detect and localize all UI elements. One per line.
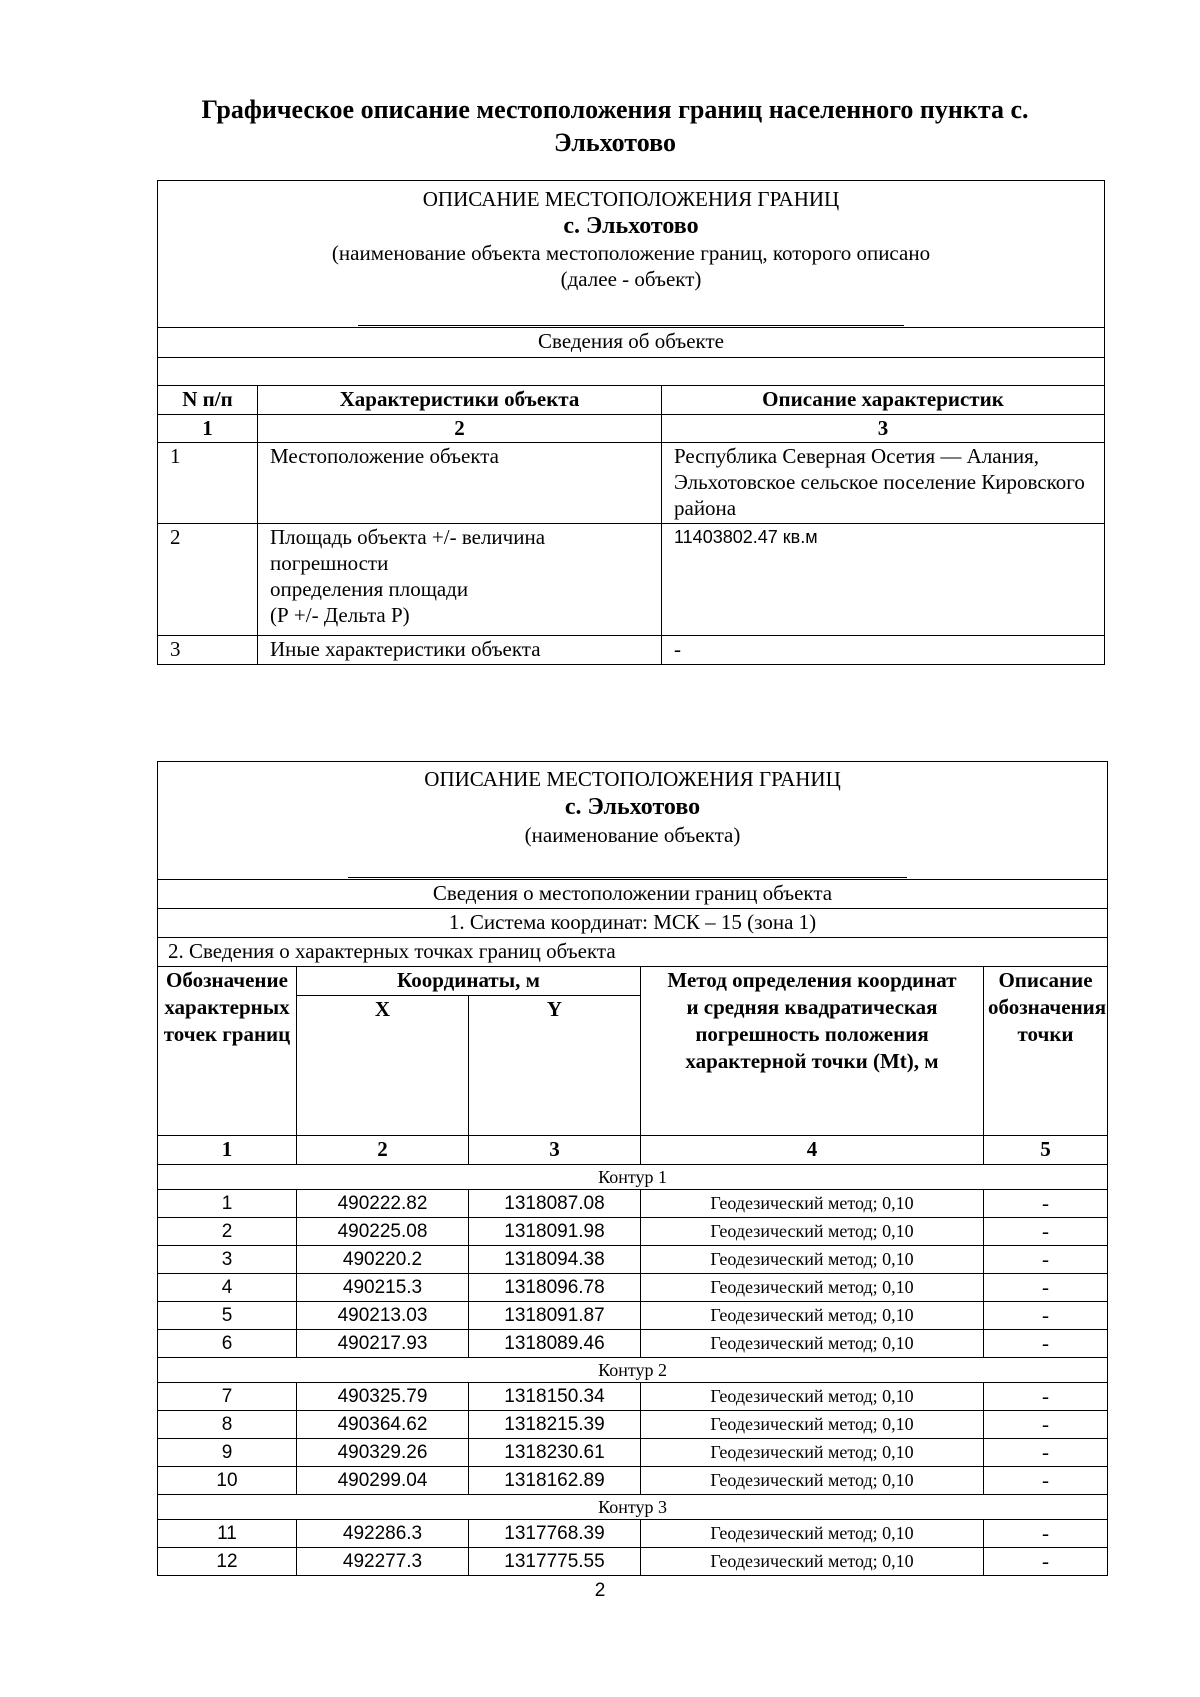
row-characteristic: Местоположение объекта bbox=[258, 443, 662, 524]
object-name: с. Эльхотово bbox=[563, 213, 699, 239]
point-description: - bbox=[984, 1218, 1108, 1246]
contour-label: Контур 2 bbox=[158, 1358, 1108, 1383]
point-y: 1318096.78 bbox=[469, 1274, 641, 1302]
contour-label: Контур 1 bbox=[158, 1165, 1108, 1190]
row-description: - bbox=[662, 636, 1105, 665]
point-description: - bbox=[984, 1274, 1108, 1302]
point-method: Геодезический метод; 0,10 bbox=[641, 1246, 984, 1274]
table-row bbox=[158, 1218, 1108, 1246]
row-characteristic-line: (Р +/- Дельта Р) bbox=[270, 603, 410, 627]
point-method: Геодезический метод; 0,10 bbox=[641, 1383, 984, 1411]
point-y: 1318230.61 bbox=[469, 1439, 641, 1467]
point-number: 12 bbox=[158, 1548, 297, 1576]
point-x: 490325.79 bbox=[297, 1383, 469, 1411]
column-number: 1 bbox=[158, 415, 258, 443]
column-header-y: Y bbox=[469, 996, 641, 1136]
object-info-heading: ОПИСАНИЕ МЕСТОПОЛОЖЕНИЯ ГРАНИЦ bbox=[422, 187, 840, 211]
contour-label: Контур 3 bbox=[158, 1495, 1108, 1520]
point-x: 492286.3 bbox=[297, 1520, 469, 1548]
point-y: 1317768.39 bbox=[469, 1520, 641, 1548]
row-number: 1 bbox=[158, 443, 258, 524]
column-number: 3 bbox=[662, 415, 1105, 443]
column-header-coordinates: Координаты, м bbox=[297, 967, 641, 996]
point-method: Геодезический метод; 0,10 bbox=[641, 1520, 984, 1548]
table-row bbox=[158, 1246, 1108, 1274]
column-header-designation: Обозначение характерных точек границ bbox=[158, 967, 297, 1136]
column-number: 4 bbox=[641, 1136, 984, 1165]
point-number: 6 bbox=[158, 1330, 297, 1358]
point-description: - bbox=[984, 1246, 1108, 1274]
column-number: 1 bbox=[158, 1136, 297, 1165]
point-x: 490329.26 bbox=[297, 1439, 469, 1467]
column-header-number: N п/п bbox=[158, 386, 258, 415]
point-number: 4 bbox=[158, 1274, 297, 1302]
boundary-points-table bbox=[157, 761, 1108, 1576]
point-method: Геодезический метод; 0,10 bbox=[641, 1190, 984, 1218]
point-x: 490299.04 bbox=[297, 1467, 469, 1495]
point-number: 10 bbox=[158, 1467, 297, 1495]
table-row bbox=[158, 1411, 1108, 1439]
point-description: - bbox=[984, 1383, 1108, 1411]
table-row bbox=[158, 1190, 1108, 1218]
point-x: 490225.08 bbox=[297, 1218, 469, 1246]
boundary-caption: (наименование объекта) bbox=[524, 823, 741, 847]
page-number: 2 bbox=[594, 1580, 606, 1601]
column-header-point-description: Описание обозначения точки bbox=[984, 967, 1108, 1136]
point-x: 490217.93 bbox=[297, 1330, 469, 1358]
point-method: Геодезический метод; 0,10 bbox=[641, 1439, 984, 1467]
point-number: 1 bbox=[158, 1190, 297, 1218]
point-description: - bbox=[984, 1330, 1108, 1358]
point-number: 11 bbox=[158, 1520, 297, 1548]
row-description: 11403802.47 кв.м bbox=[662, 524, 1105, 636]
points-section-title: 2. Сведения о характерных точках границ объекта bbox=[158, 938, 1108, 967]
point-description: - bbox=[984, 1439, 1108, 1467]
point-method: Геодезический метод; 0,10 bbox=[641, 1302, 984, 1330]
point-number: 2 bbox=[158, 1218, 297, 1246]
table-row bbox=[158, 1467, 1108, 1495]
table-row bbox=[158, 636, 1105, 665]
object-caption-line1: (наименование объекта местоположение границ, которого описано bbox=[331, 241, 931, 265]
point-x: 490220.2 bbox=[297, 1246, 469, 1274]
row-characteristic bbox=[258, 524, 662, 636]
point-y: 1318162.89 bbox=[469, 1467, 641, 1495]
point-y: 1318150.34 bbox=[469, 1383, 641, 1411]
column-number: 2 bbox=[297, 1136, 469, 1165]
point-y: 1318094.38 bbox=[469, 1246, 641, 1274]
point-x: 492277.3 bbox=[297, 1548, 469, 1576]
point-method: Геодезический метод; 0,10 bbox=[641, 1411, 984, 1439]
table-row bbox=[158, 1330, 1108, 1358]
point-x: 490213.03 bbox=[297, 1302, 469, 1330]
point-y: 1318089.46 bbox=[469, 1330, 641, 1358]
point-method: Геодезический метод; 0,10 bbox=[641, 1548, 984, 1576]
column-header-x: X bbox=[297, 996, 469, 1136]
row-characteristic-line: определения площади bbox=[270, 577, 469, 601]
column-number: 5 bbox=[984, 1136, 1108, 1165]
point-number: 8 bbox=[158, 1411, 297, 1439]
row-characteristic: Иные характеристики объекта bbox=[258, 636, 662, 665]
point-y: 1318091.87 bbox=[469, 1302, 641, 1330]
object-info-header bbox=[158, 181, 1105, 328]
boundary-header bbox=[158, 762, 1108, 880]
column-number: 2 bbox=[258, 415, 662, 443]
boundary-object-name: с. Эльхотово bbox=[564, 794, 701, 820]
signature-rule bbox=[358, 325, 904, 326]
point-description: - bbox=[984, 1548, 1108, 1576]
point-x: 490364.62 bbox=[297, 1411, 469, 1439]
boundary-heading: ОПИСАНИЕ МЕСТОПОЛОЖЕНИЯ ГРАНИЦ bbox=[424, 767, 841, 791]
object-info-section-title: Сведения об объекте bbox=[158, 328, 1105, 358]
point-method: Геодезический метод; 0,10 bbox=[641, 1330, 984, 1358]
row-description: Республика Северная Осетия — Алания, Эльхотовское сельское поселение Кировского района bbox=[662, 443, 1105, 524]
table-row bbox=[158, 1383, 1108, 1411]
point-description: - bbox=[984, 1190, 1108, 1218]
point-number: 7 bbox=[158, 1383, 297, 1411]
point-method: Геодезический метод; 0,10 bbox=[641, 1218, 984, 1246]
empty-row bbox=[158, 358, 1105, 386]
row-number: 2 bbox=[158, 524, 258, 636]
table-row bbox=[158, 1439, 1108, 1467]
object-caption-line2: (далее - объект) bbox=[560, 267, 702, 291]
point-description: - bbox=[984, 1467, 1108, 1495]
table-row bbox=[158, 443, 1105, 524]
column-header-characteristics: Характеристики объекта bbox=[258, 386, 662, 415]
point-number: 3 bbox=[158, 1246, 297, 1274]
point-number: 5 bbox=[158, 1302, 297, 1330]
column-header-description: Описание характеристик bbox=[662, 386, 1105, 415]
point-number: 9 bbox=[158, 1439, 297, 1467]
row-characteristic-line: Площадь объекта +/- величина погрешности bbox=[270, 525, 546, 575]
column-number: 3 bbox=[469, 1136, 641, 1165]
object-info-table bbox=[157, 180, 1105, 665]
point-y: 1318091.98 bbox=[469, 1218, 641, 1246]
point-description: - bbox=[984, 1302, 1108, 1330]
point-y: 1318215.39 bbox=[469, 1411, 641, 1439]
boundary-section-title: Сведения о местоположении границ объекта bbox=[158, 880, 1108, 909]
table-row bbox=[158, 524, 1105, 636]
table-row bbox=[158, 1274, 1108, 1302]
point-x: 490215.3 bbox=[297, 1274, 469, 1302]
table-row bbox=[158, 1548, 1108, 1576]
point-description: - bbox=[984, 1520, 1108, 1548]
point-y: 1318087.08 bbox=[469, 1190, 641, 1218]
point-y: 1317775.55 bbox=[469, 1548, 641, 1576]
point-method: Геодезический метод; 0,10 bbox=[641, 1467, 984, 1495]
signature-rule bbox=[348, 877, 907, 878]
point-method: Геодезический метод; 0,10 bbox=[641, 1274, 984, 1302]
table-row bbox=[158, 1302, 1108, 1330]
column-header-method: Метод определения координат и средняя квадратическая погрешность положения характерной точки (Mt), м bbox=[641, 967, 984, 1136]
coordinate-system: 1. Система координат: МСК – 15 (зона 1) bbox=[158, 909, 1108, 938]
row-number: 3 bbox=[158, 636, 258, 665]
point-x: 490222.82 bbox=[297, 1190, 469, 1218]
page-title: Графическое описание местоположения границ населенного пункта с. Эльхотово bbox=[201, 95, 1029, 157]
table-row bbox=[158, 1520, 1108, 1548]
point-description: - bbox=[984, 1411, 1108, 1439]
